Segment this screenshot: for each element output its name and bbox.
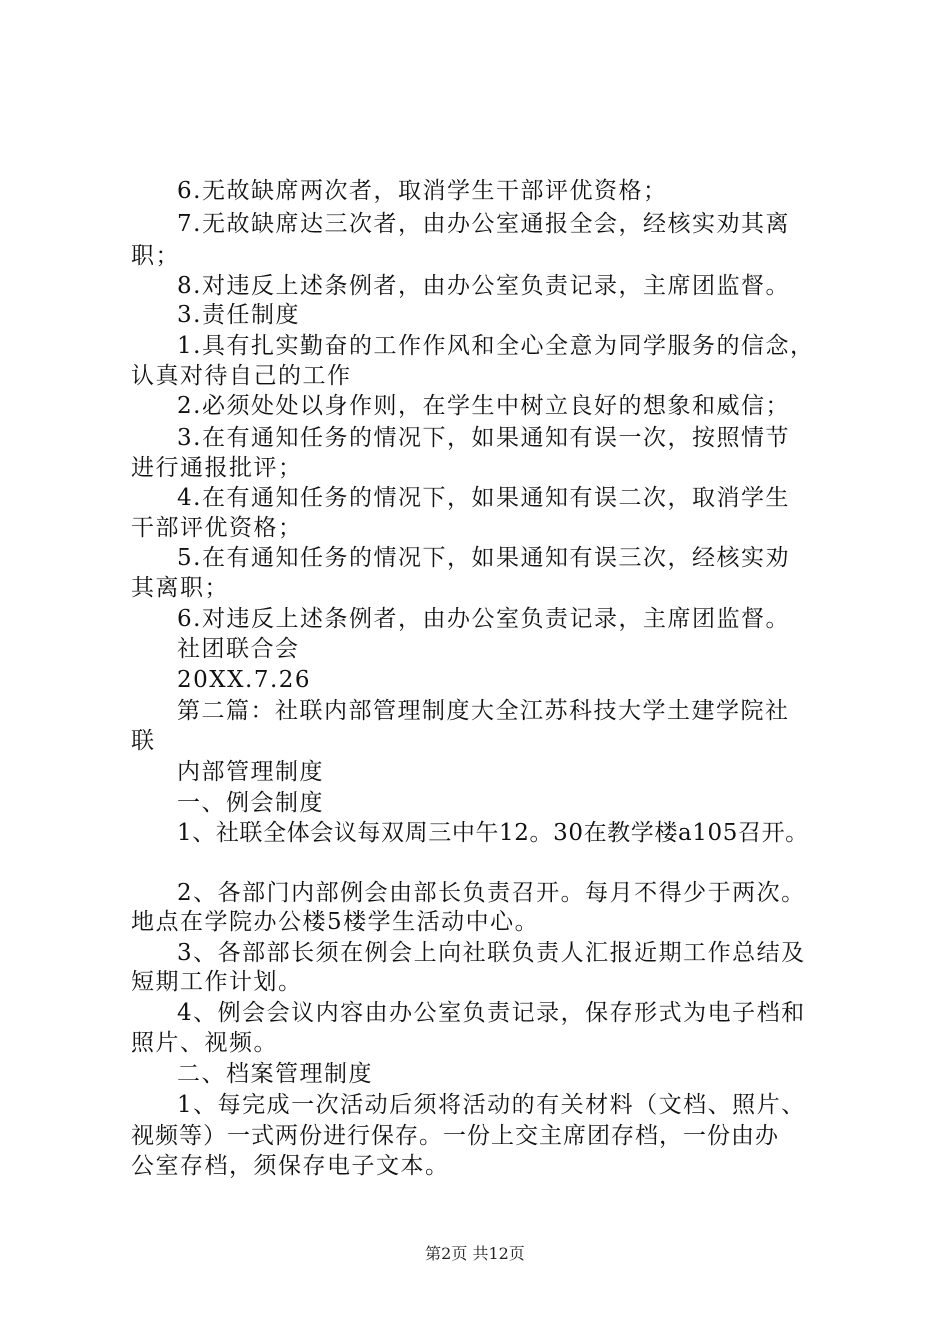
text-line: 4.在有通知任务的情况下，如果通知有误二次，取消学生 [177, 485, 790, 511]
text-line: 3.在有通知任务的情况下，如果通知有误一次，按照情节 [177, 425, 790, 451]
organization-name: 社团联合会 [177, 636, 300, 662]
text-line: 进行通报批评； [131, 455, 303, 481]
document-date: 20XX.7.26 [177, 667, 312, 693]
document-subtitle: 内部管理制度 [177, 759, 324, 785]
text-line: 职； [131, 243, 180, 269]
text-line: 认真对待自己的工作 [131, 363, 352, 389]
section-heading: 一、例会制度 [177, 790, 324, 816]
chapter-title: 联 [131, 728, 156, 754]
text-line: 8.对违反上述条例者，由办公室负责记录，主席团监督。 [177, 273, 790, 299]
text-line: 7.无故缺席达三次者，由办公室通报全会，经核实劝其离 [177, 211, 790, 237]
text-line: 4、例会会议内容由办公室负责记录，保存形式为电子档和 [177, 1000, 806, 1026]
text-line: 视频等）一式两份进行保存。一份上交主席团存档，一份由办 [131, 1123, 779, 1149]
section-heading: 二、档案管理制度 [177, 1061, 373, 1087]
text-line: 3、各部部长须在例会上向社联负责人汇报近期工作总结及 [177, 940, 806, 966]
text-line: 其离职； [131, 575, 229, 601]
chapter-title: 第二篇：社联内部管理制度大全江苏科技大学土建学院社 [177, 698, 790, 724]
section-heading: 3.责任制度 [177, 302, 300, 328]
text-line: 2.必须处处以身作则，在学生中树立良好的想象和威信； [177, 393, 790, 419]
text-line: 2、各部门内部例会由部长负责召开。每月不得少于两次。 [177, 880, 806, 906]
text-line: 5.在有通知任务的情况下，如果通知有误三次，经核实劝 [177, 545, 790, 571]
text-line: 照片、视频。 [131, 1030, 278, 1056]
text-line: 地点在学院办公楼5楼学生活动中心。 [131, 909, 540, 935]
text-line: 1、每完成一次活动后须将活动的有关材料（文档、照片、 [177, 1092, 806, 1118]
text-line: 1.具有扎实勤奋的工作作风和全心全意为同学服务的信念， [177, 333, 815, 359]
text-line: 1、社联全体会议每双周三中午12。30在教学楼a105召开。 [177, 820, 809, 846]
text-line: 6.无故缺席两次者，取消学生干部评优资格； [177, 178, 668, 204]
text-line: 干部评优资格； [131, 515, 303, 541]
page-number-footer: 第2页 共12页 [425, 1244, 525, 1263]
text-line: 公室存档，须保存电子文本。 [131, 1153, 450, 1179]
text-line: 6.对违反上述条例者，由办公室负责记录，主席团监督。 [177, 606, 790, 632]
text-line: 短期工作计划。 [131, 969, 303, 995]
